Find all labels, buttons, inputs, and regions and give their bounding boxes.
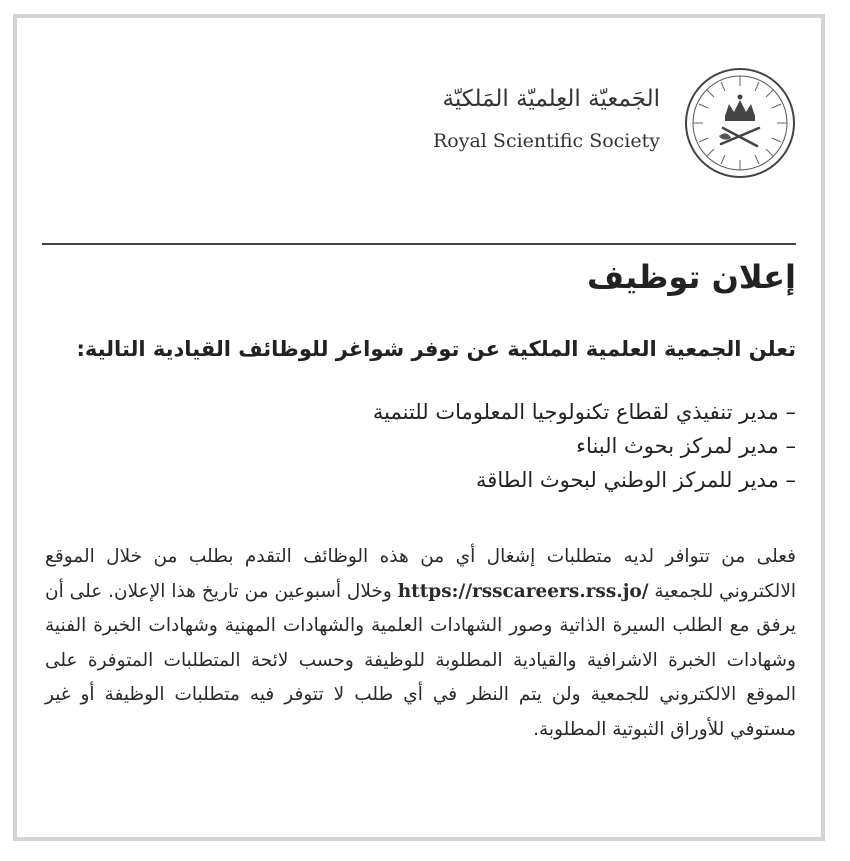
- body-paragraph: [45, 540, 796, 747]
- body-text-part2: وخلال أسبوعين من تاريخ هذا الإعلان. على أن يرفق مع الطلب السيرة الذاتية وصور الشهادات العلمية والشهادات المهنية وشهادات الخبرة الفنية وشهادات الخبرة الاشرافية والقيادية المطلوبة للوظيفة وحسب لائحة المتطلبات المتوفرة على الموقع الالكتروني للجمعية ولن يتم النظر في أي طلب لا تتوفر فيه متطلبات الوظيفة أو غير مستوفي للأوراق الثبوتية المطلوبة.: [45, 580, 796, 740]
- intro-text: تعلن الجمعية العلمية الملكية عن توفر شواغر للوظائف القيادية التالية:: [76, 337, 796, 361]
- position-item: – مدير لمركز بحوث البناء: [576, 434, 796, 458]
- positions-list: [373, 395, 796, 497]
- royal-crown-seal-icon: [683, 66, 797, 180]
- careers-link[interactable]: https://rsscareers.rss.jo/: [397, 580, 649, 602]
- org-name-arabic: الجَمعيّة العِلميّة المَلكيّة: [442, 86, 660, 112]
- header-divider: [42, 243, 796, 245]
- body-text-part1: فعلى من تتوافر لديه متطلبات إشغال أي من هذه الوظائف التقدم بطلب من خلال الموقع الالكتروني للجمعية: [45, 546, 797, 602]
- org-name-english: Royal Scientific Society: [433, 130, 660, 152]
- position-item: – مدير تنفيذي لقطاع تكنولوجيا المعلومات للتنمية: [372, 400, 796, 424]
- page-title: إعلان توظيف: [587, 258, 796, 296]
- position-item: – مدير للمركز الوطني لبحوث الطاقة: [476, 468, 796, 492]
